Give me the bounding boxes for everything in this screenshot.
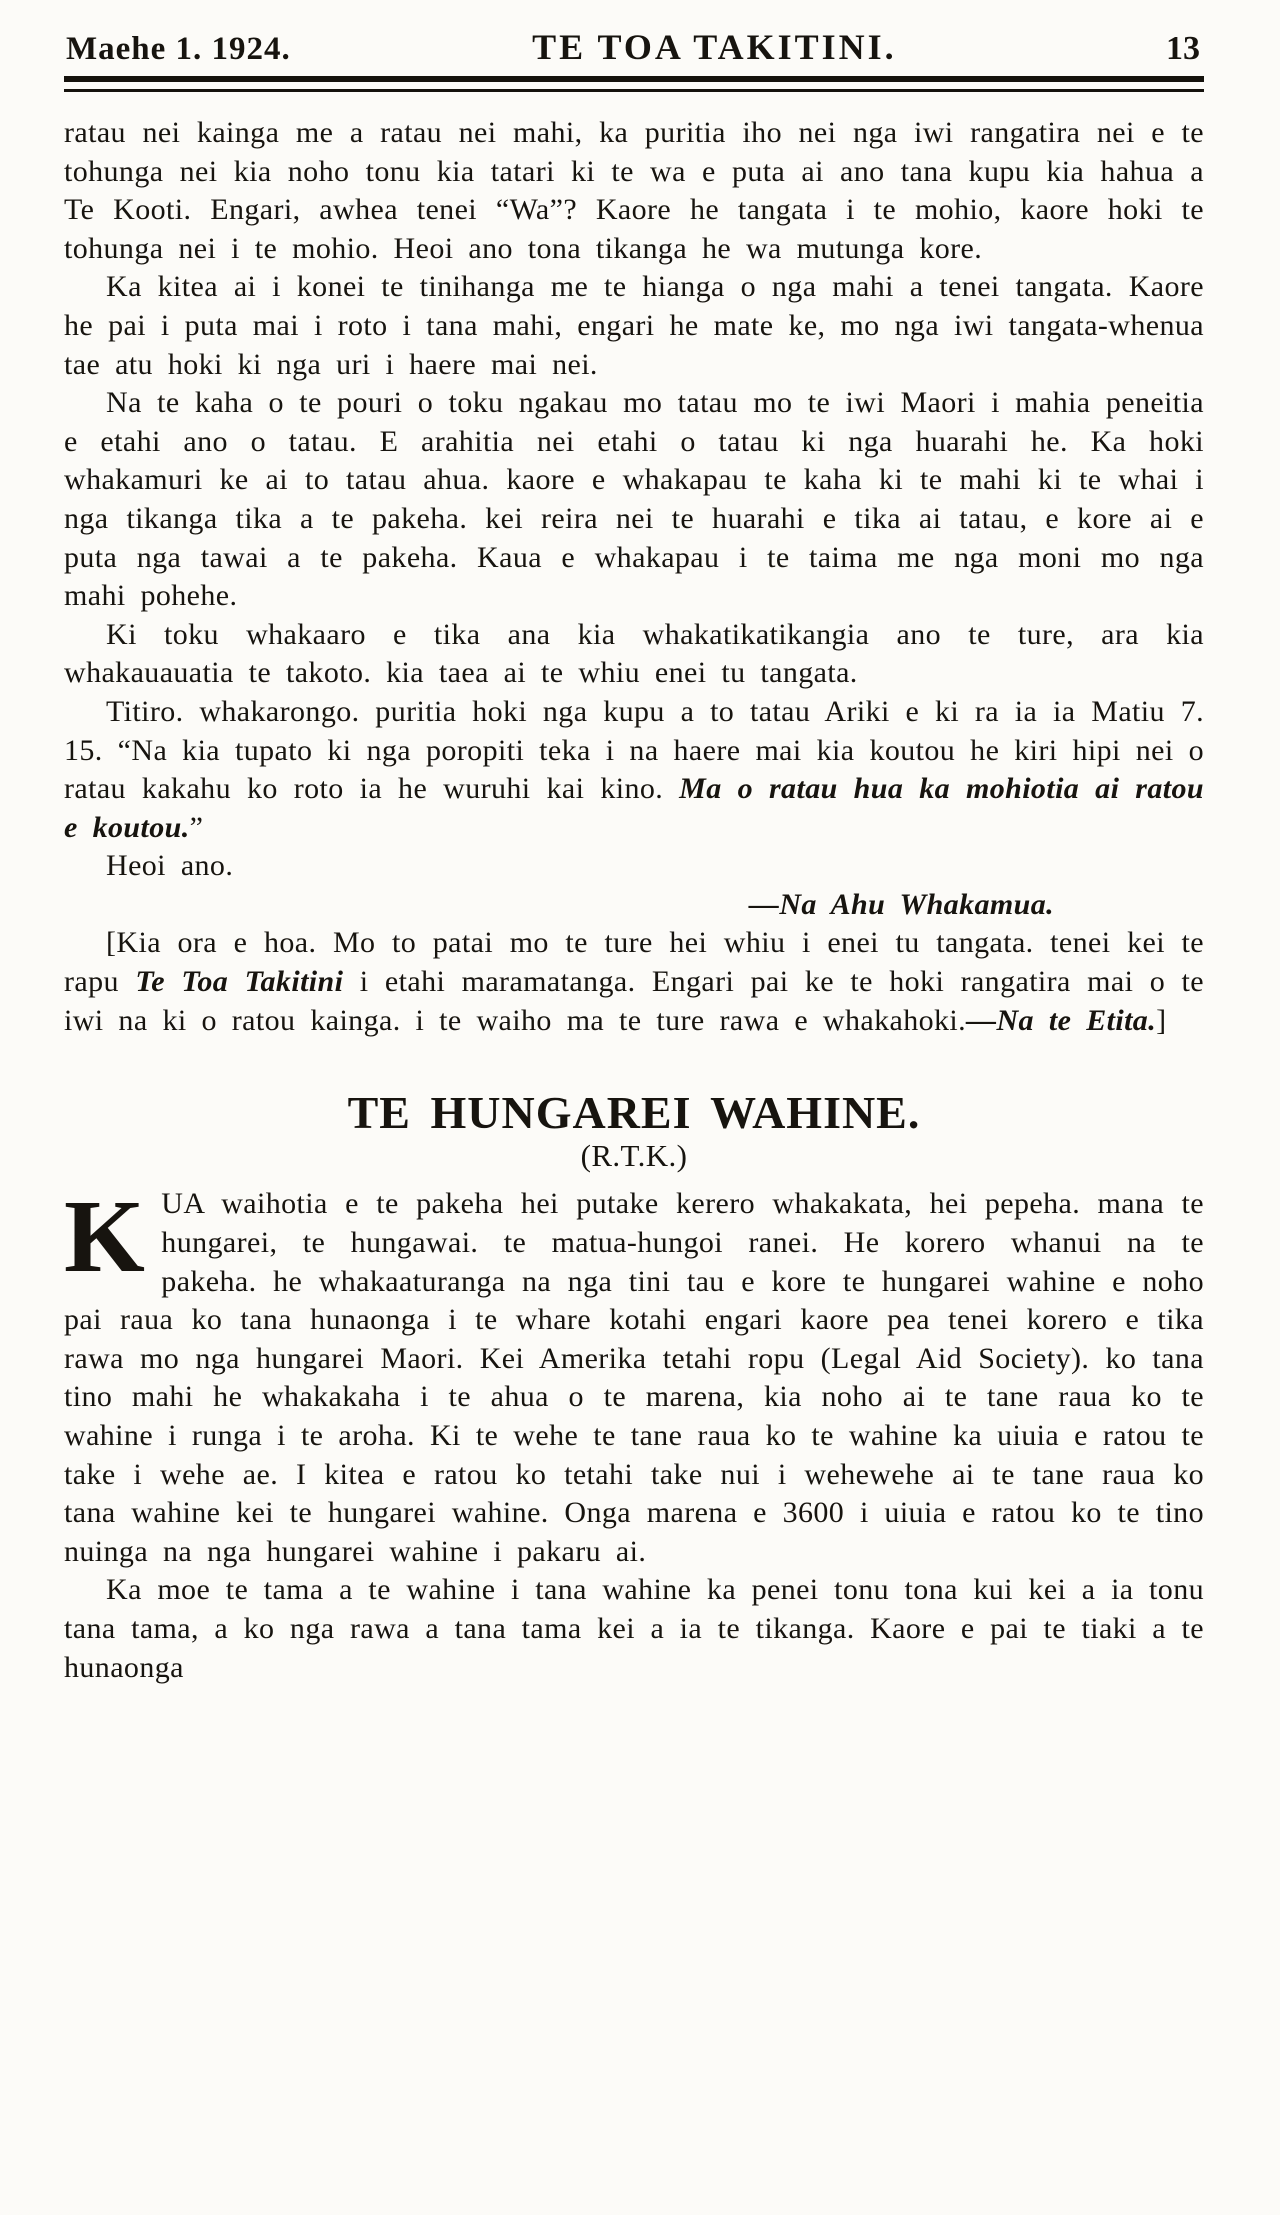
editor-note-open: [Kia ora e hoa. Mo to patai mo te ture hei whiu i enei tu tangata. tenei kei te rapu	[64, 926, 1204, 999]
closing-line: Heoi ano.	[106, 849, 234, 883]
paragraph: Ki toku whakaaro e tika ana kia whakatikatikangia ano te ture, ara kia whakauauatia te takoto. kia taea ai te whiu enei tu tangata.	[64, 617, 1204, 690]
paragraph: ratau nei kainga me a ratau nei mahi, ka puritia iho nei nga iwi rangatira nei e te tohunga nei kia noho tonu kia tatari ki te wa e puta ai ano tana kupu kia hahua a Te Kooti. Engari, awhea tenei “Wa”? Kaore he tangata i te mohio, kaore hoki te tohunga nei i te mohio. Heoi ano tona tikanga he wa mutunga kore.	[64, 116, 1204, 265]
article-subheading: (R.T.K.)	[580, 1137, 688, 1173]
paragraph: Na te kaha o te pouri o toku ngakau mo tatau mo te iwi Maori i mahia peneitia e etahi ano o tatau. E arahitia nei etahi o tatau ki nga huarahi he. Ka hoki whakamuri ke ai to tatau ahua. kaore e whakapau te kaha ki te mahi ki te whai i nga tikanga tika a te pakeha. kei reira nei te huarahi e tika ai tatau, e kore ai e puta nga tawai a te pakeha. Kaua e whakapau i te taima me nga moni mo nga mahi pohehe.	[64, 386, 1204, 613]
header-double-rule	[64, 76, 1204, 92]
article-heading: TE HUNGAREI WAHINE.	[347, 1087, 921, 1139]
paragraph	[64, 1179, 1204, 1571]
editor-byline: —Na te Etita.	[966, 1003, 1157, 1037]
scripture-lead: Titiro. whakarongo. puritia hoki nga kupu a to tatau Ariki e ki ra ia ia Matiu 7. 15. “Na kia tupato ki nga poropiti teka i na haere mai kia koutou he kiri hipi nei o ratau kakahu ko roto ia he wuruhi kai kino.	[64, 694, 1204, 806]
author-signature	[64, 886, 1204, 925]
paragraph: Ka moe te tama a te wahine i tana wahine ka penei tonu tona kui kei a ia tonu tana tama, a ko nga rawa a tana tama kei a ia te tikanga. Kaore e pai te tiaki a te hunaonga	[64, 1573, 1204, 1684]
paragraph: Ka kitea ai i konei te tinihanga me te hianga o nga mahi a tenei tangata. Kaore he pai i puta mai i roto i tana mahi, engari he mate ke, mo nga iwi tangata-whenua tae atu hoki ki nga uri i haere mai nei.	[64, 270, 1204, 381]
header-masthead: TE TOA TAKITINI.	[532, 27, 897, 67]
paragraph-text: UA waihotia e te pakeha hei putake kerero whakakata, hei pepeha. mana te hungarei, te hungawai. te matua-hungoi ranei. He korero whanui na te pakeha. he whakaaturanga na nga tini tau e kore te hungarei wahine e noho pai raua ko tana hunaonga i te whare kotahi engari kaore pea tenei korero e tika rawa mo nga hungarei Maori. Kei Amerika tetahi ropu (Legal Aid Society). ko tana tino mahi he whakakaha i te ahua o te marena, kia noho ai te tane raua ko te wahine i runga i te aroha. Ki te wehe te tane raua ko te wahine ka uiuia e ratou te take i wehe ae. I kitea e ratou ko tetahi take nui i wehewehe ai te tane raua ko tana wahine kei te hungarei wahine. Onga marena e 3600 i uiuia e ratou ko te tino nuinga na nga hungarei wahine i pakaru ai.	[64, 1187, 1204, 1568]
scripture-closing-quote: ”	[189, 810, 204, 844]
scripture-quote-italic: Ma o ratau hua ka mohiotia ai ratou e koutou.	[64, 772, 1204, 844]
editor-note-mid: i etahi maramatanga. Engari pai ke te hoki rangatira mai o te iwi na ki o ratou kainga. i te waiho ma te ture rawa e whakahoki.	[64, 965, 1204, 1037]
header-date: Maehe 1. 1924.	[66, 31, 291, 67]
header-page-number: 13	[1166, 30, 1200, 67]
editor-note-close: ]	[1156, 1003, 1167, 1037]
drop-cap-letter: K	[64, 1179, 146, 1295]
journal-name: Te Toa Takitini	[135, 965, 344, 999]
article-continuation	[64, 114, 1204, 1040]
article-te-hungarei-wahine	[64, 1087, 1204, 1687]
running-head	[64, 26, 1204, 68]
author-signature-text: —Na Ahu Whakamua.	[748, 887, 1054, 921]
scripture-paragraph	[64, 693, 1204, 847]
editor-note	[64, 924, 1204, 1040]
